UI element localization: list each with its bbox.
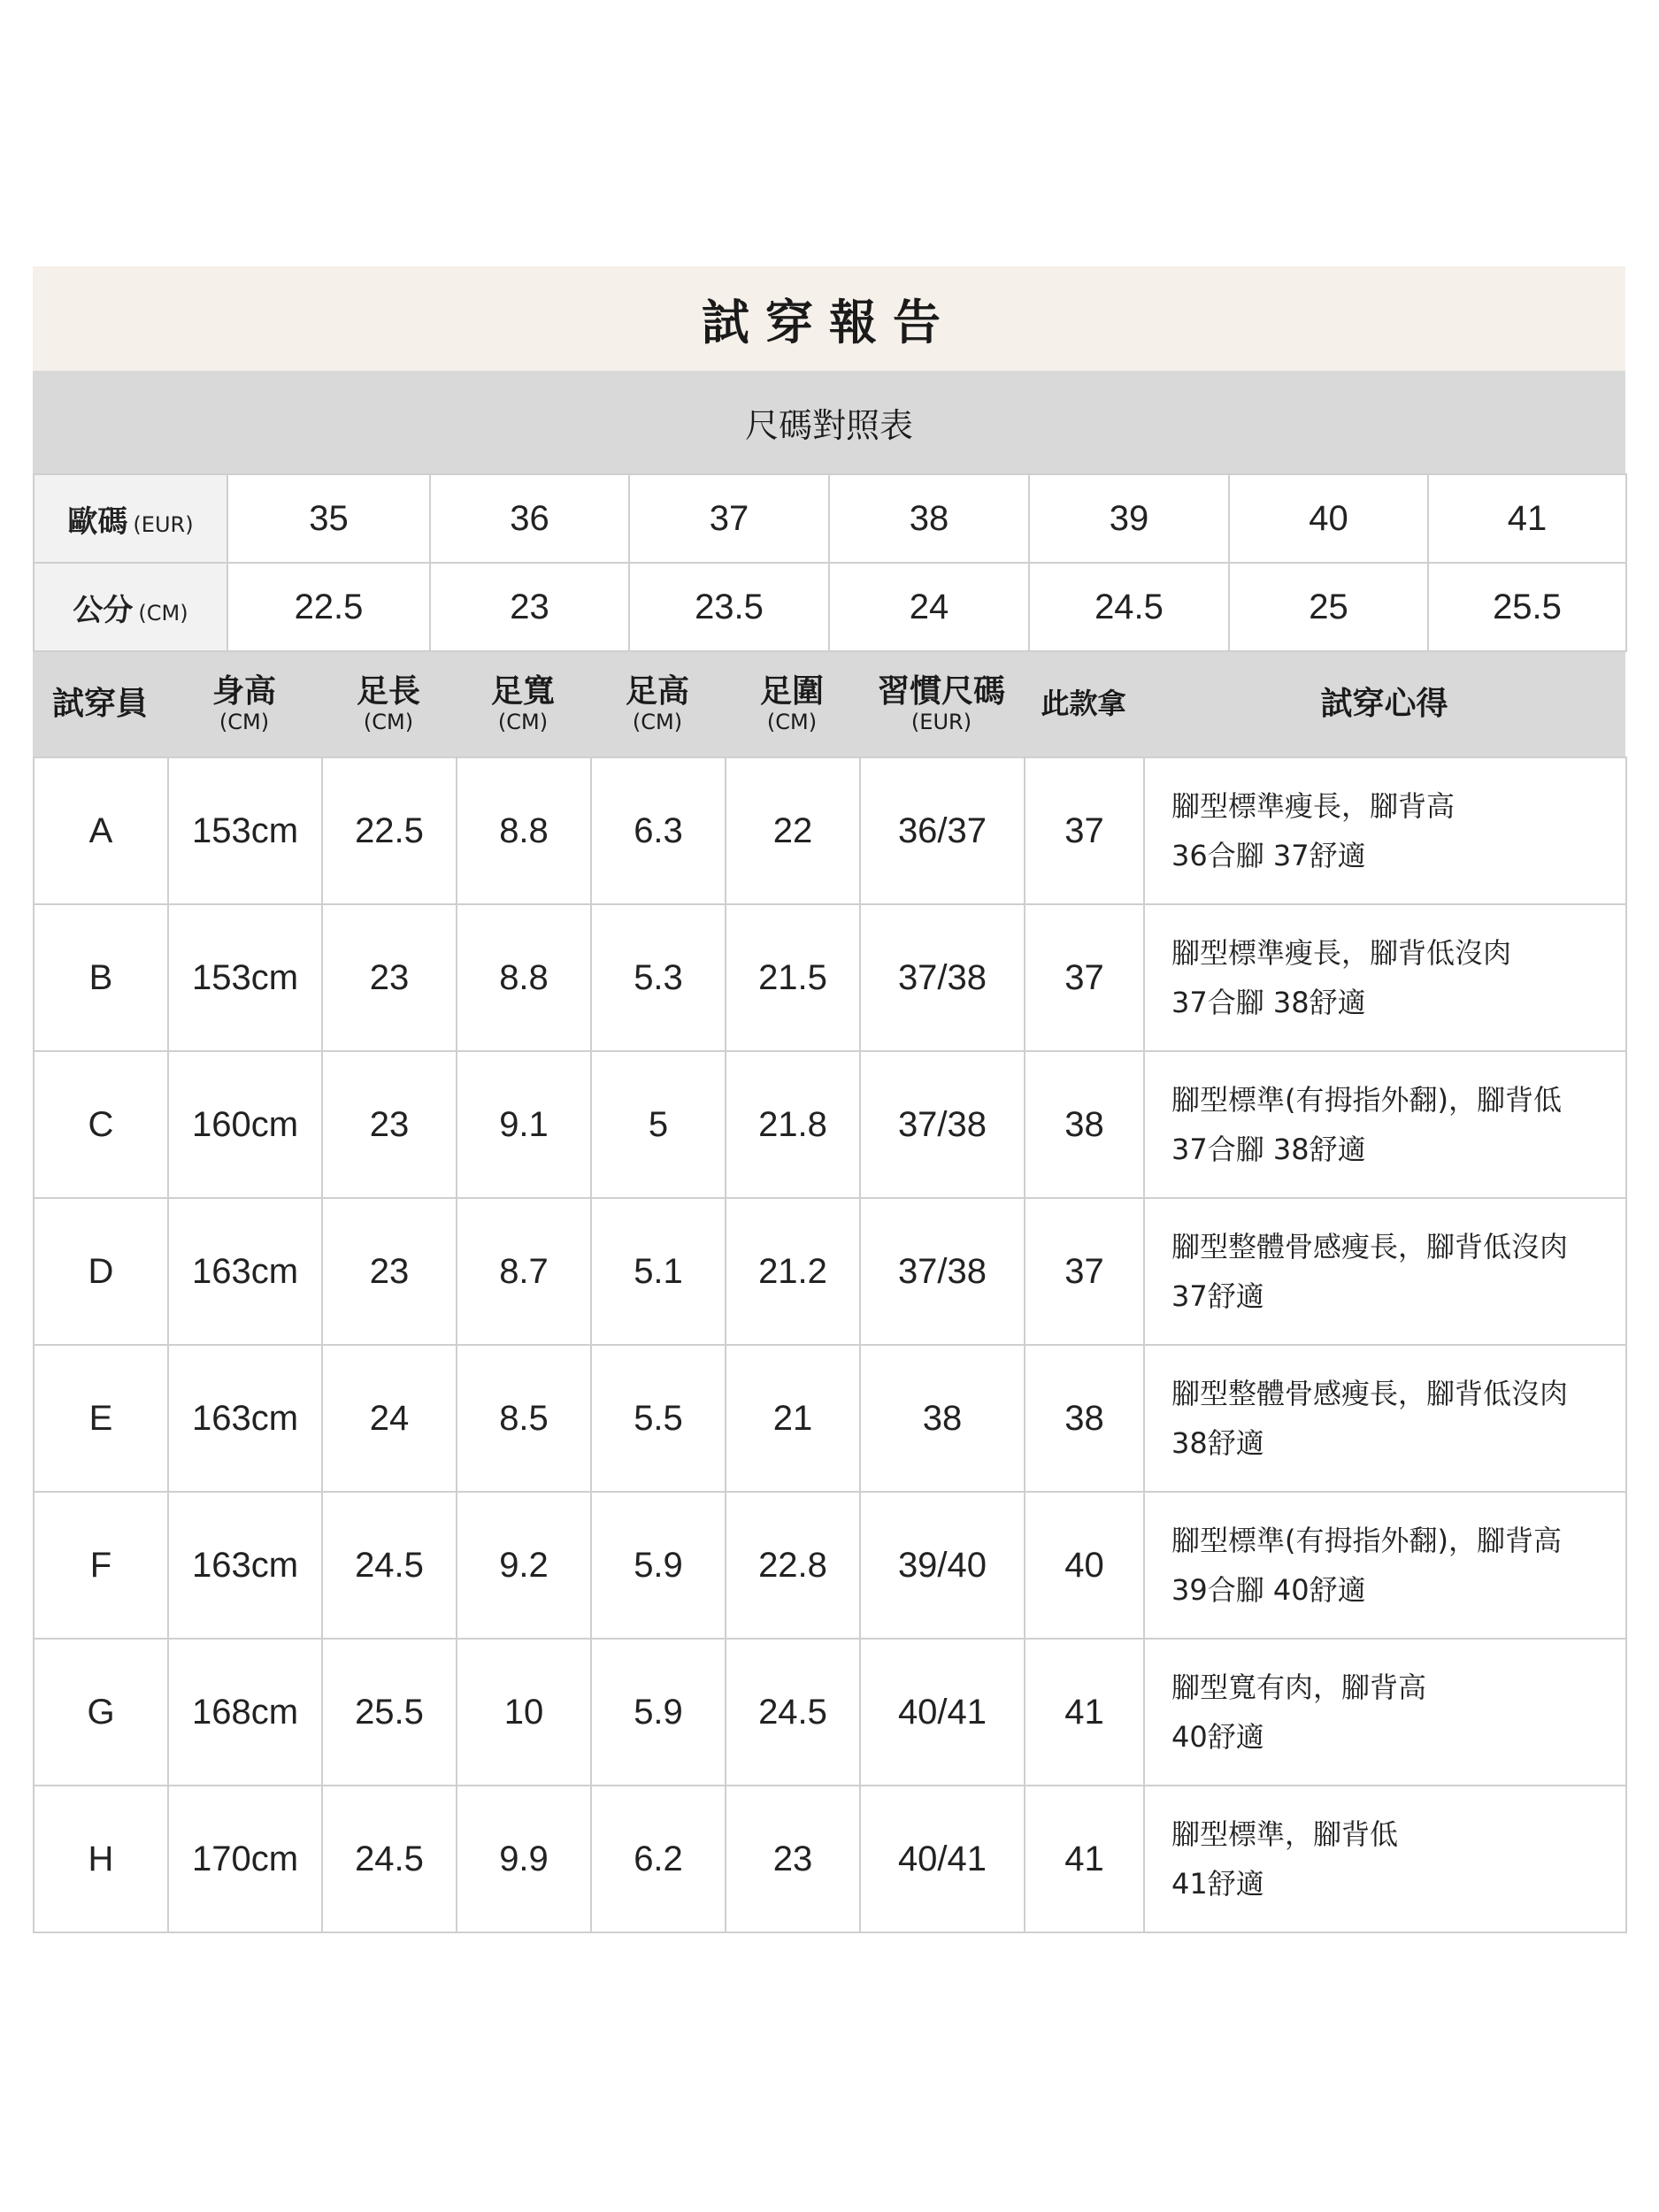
tester-foot-width: 9.1 bbox=[457, 1051, 591, 1198]
cm-size-cell: 25.5 bbox=[1428, 563, 1626, 651]
header-this-size: 此款拿 bbox=[1041, 687, 1126, 721]
notes-fit-description: 腳型整體骨感瘦長，腳背低沒肉 bbox=[1171, 1230, 1569, 1263]
tester-this-size: 41 bbox=[1025, 1786, 1144, 1932]
header-foot-length: 足長 (CM) bbox=[356, 672, 420, 735]
cm-size-cell: 24.5 bbox=[1029, 563, 1229, 651]
tester-foot-width: 9.2 bbox=[457, 1492, 591, 1639]
notes-fit-description: 腳型標準，腳背低 bbox=[1171, 1817, 1399, 1851]
notes-fit-result: 39合腳 40舒適 bbox=[1171, 1573, 1366, 1607]
tester-height: 163cm bbox=[168, 1492, 322, 1639]
tester-foot-girth: 21 bbox=[726, 1345, 860, 1492]
eur-size-cell: 38 bbox=[829, 474, 1029, 563]
tester-height: 153cm bbox=[168, 757, 322, 904]
notes-fit-result: 38舒適 bbox=[1171, 1426, 1264, 1460]
tester-foot-height: 5 bbox=[591, 1051, 726, 1198]
tester-row bbox=[34, 1639, 1626, 1786]
header-foot-width: 足寬 (CM) bbox=[490, 672, 555, 735]
size-chart-title: 尺碼對照表 bbox=[33, 371, 1625, 473]
eur-row bbox=[34, 474, 1626, 563]
tester-foot-height: 5.1 bbox=[591, 1198, 726, 1345]
header-notes: 試穿心得 bbox=[1320, 686, 1448, 723]
tester-usual-size: 37/38 bbox=[860, 904, 1025, 1051]
eur-size-cell: 39 bbox=[1029, 474, 1229, 563]
tester-id: B bbox=[34, 904, 168, 1051]
tester-foot-height: 5.5 bbox=[591, 1345, 726, 1492]
header-foot-girth: 足圍 (CM) bbox=[759, 672, 824, 735]
tester-this-size: 38 bbox=[1025, 1345, 1144, 1492]
tester-foot-length: 24.5 bbox=[322, 1786, 457, 1932]
notes-fit-description: 腳型寬有肉，腳背高 bbox=[1171, 1671, 1427, 1704]
tester-id: H bbox=[34, 1786, 168, 1932]
tester-notes bbox=[1144, 757, 1626, 904]
cm-row bbox=[34, 563, 1626, 651]
tester-row bbox=[34, 1051, 1626, 1198]
tester-foot-width: 10 bbox=[457, 1639, 591, 1786]
tester-foot-girth: 23 bbox=[726, 1786, 860, 1932]
tester-foot-height: 6.2 bbox=[591, 1786, 726, 1932]
tester-height: 168cm bbox=[168, 1639, 322, 1786]
tester-row bbox=[34, 1786, 1626, 1932]
notes-fit-result: 40舒適 bbox=[1171, 1720, 1264, 1754]
tester-row bbox=[34, 757, 1626, 904]
tester-id: E bbox=[34, 1345, 168, 1492]
notes-fit-result: 37舒適 bbox=[1171, 1279, 1264, 1313]
eur-size-cell: 41 bbox=[1428, 474, 1626, 563]
tester-foot-length: 24 bbox=[322, 1345, 457, 1492]
tester-id: F bbox=[34, 1492, 168, 1639]
tester-header-row bbox=[33, 652, 1625, 757]
tester-foot-width: 8.7 bbox=[457, 1198, 591, 1345]
fit-report bbox=[33, 266, 1625, 1933]
tester-notes bbox=[1144, 1786, 1626, 1932]
tester-notes bbox=[1144, 1198, 1626, 1345]
cm-size-cell: 23.5 bbox=[629, 563, 829, 651]
tester-foot-width: 8.5 bbox=[457, 1345, 591, 1492]
notes-fit-result: 36合腳 37舒適 bbox=[1171, 839, 1366, 872]
tester-height: 163cm bbox=[168, 1345, 322, 1492]
notes-fit-description: 腳型標準瘦長，腳背低沒肉 bbox=[1171, 936, 1512, 970]
notes-fit-description: 腳型標準瘦長，腳背高 bbox=[1171, 789, 1455, 823]
tester-foot-width: 8.8 bbox=[457, 904, 591, 1051]
tester-notes bbox=[1144, 1345, 1626, 1492]
tester-id: A bbox=[34, 757, 168, 904]
tester-id: G bbox=[34, 1639, 168, 1786]
tester-foot-length: 22.5 bbox=[322, 757, 457, 904]
tester-foot-height: 6.3 bbox=[591, 757, 726, 904]
tester-foot-length: 23 bbox=[322, 904, 457, 1051]
header-foot-height: 足高 (CM) bbox=[625, 672, 689, 735]
tester-notes bbox=[1144, 1639, 1626, 1786]
tester-this-size: 41 bbox=[1025, 1639, 1144, 1786]
tester-row bbox=[34, 1492, 1626, 1639]
tester-this-size: 37 bbox=[1025, 1198, 1144, 1345]
tester-height: 153cm bbox=[168, 904, 322, 1051]
tester-height: 160cm bbox=[168, 1051, 322, 1198]
cm-size-cell: 23 bbox=[430, 563, 629, 651]
tester-notes bbox=[1144, 1051, 1626, 1198]
tester-usual-size: 39/40 bbox=[860, 1492, 1025, 1639]
tester-foot-length: 23 bbox=[322, 1051, 457, 1198]
tester-foot-girth: 21.8 bbox=[726, 1051, 860, 1198]
tester-foot-girth: 21.5 bbox=[726, 904, 860, 1051]
eur-size-cell: 37 bbox=[629, 474, 829, 563]
tester-this-size: 37 bbox=[1025, 904, 1144, 1051]
tester-row bbox=[34, 1198, 1626, 1345]
tester-foot-girth: 24.5 bbox=[726, 1639, 860, 1786]
cm-size-cell: 24 bbox=[829, 563, 1029, 651]
notes-fit-result: 37合腳 38舒適 bbox=[1171, 1133, 1366, 1166]
notes-fit-result: 37合腳 38舒適 bbox=[1171, 986, 1366, 1019]
header-usual-size: 習慣尺碼 (EUR) bbox=[877, 672, 1005, 735]
header-height: 身高 (CM) bbox=[211, 672, 276, 735]
notes-fit-description: 腳型標準(有拇指外翻)，腳背高 bbox=[1171, 1524, 1562, 1557]
tester-usual-size: 40/41 bbox=[860, 1639, 1025, 1786]
eur-row-label: 歐碼 (EUR) bbox=[34, 474, 227, 563]
tester-foot-girth: 22.8 bbox=[726, 1492, 860, 1639]
tester-usual-size: 37/38 bbox=[860, 1198, 1025, 1345]
tester-notes bbox=[1144, 904, 1626, 1051]
tester-table bbox=[33, 757, 1627, 1933]
tester-foot-height: 5.9 bbox=[591, 1492, 726, 1639]
tester-foot-girth: 21.2 bbox=[726, 1198, 860, 1345]
report-title: 試穿報告 bbox=[33, 266, 1625, 371]
tester-height: 163cm bbox=[168, 1198, 322, 1345]
tester-notes bbox=[1144, 1492, 1626, 1639]
tester-usual-size: 37/38 bbox=[860, 1051, 1025, 1198]
tester-id: D bbox=[34, 1198, 168, 1345]
size-conversion-table bbox=[33, 473, 1627, 652]
tester-row bbox=[34, 904, 1626, 1051]
tester-foot-length: 24.5 bbox=[322, 1492, 457, 1639]
tester-foot-length: 23 bbox=[322, 1198, 457, 1345]
eur-size-cell: 36 bbox=[430, 474, 629, 563]
tester-usual-size: 36/37 bbox=[860, 757, 1025, 904]
notes-fit-result: 41舒適 bbox=[1171, 1867, 1264, 1901]
header-tester: 試穿員 bbox=[51, 686, 148, 723]
tester-this-size: 38 bbox=[1025, 1051, 1144, 1198]
tester-foot-height: 5.9 bbox=[591, 1639, 726, 1786]
tester-height: 170cm bbox=[168, 1786, 322, 1932]
tester-foot-girth: 22 bbox=[726, 757, 860, 904]
tester-usual-size: 40/41 bbox=[860, 1786, 1025, 1932]
notes-fit-description: 腳型標準(有拇指外翻)，腳背低 bbox=[1171, 1083, 1562, 1117]
tester-usual-size: 38 bbox=[860, 1345, 1025, 1492]
cm-size-cell: 22.5 bbox=[227, 563, 430, 651]
cm-row-label: 公分 (CM) bbox=[34, 563, 227, 651]
tester-foot-width: 8.8 bbox=[457, 757, 591, 904]
tester-id: C bbox=[34, 1051, 168, 1198]
cm-size-cell: 25 bbox=[1229, 563, 1428, 651]
tester-this-size: 40 bbox=[1025, 1492, 1144, 1639]
tester-foot-height: 5.3 bbox=[591, 904, 726, 1051]
eur-size-cell: 40 bbox=[1229, 474, 1428, 563]
tester-row bbox=[34, 1345, 1626, 1492]
notes-fit-description: 腳型整體骨感瘦長，腳背低沒肉 bbox=[1171, 1377, 1569, 1410]
tester-foot-length: 25.5 bbox=[322, 1639, 457, 1786]
tester-foot-width: 9.9 bbox=[457, 1786, 591, 1932]
tester-this-size: 37 bbox=[1025, 757, 1144, 904]
eur-size-cell: 35 bbox=[227, 474, 430, 563]
